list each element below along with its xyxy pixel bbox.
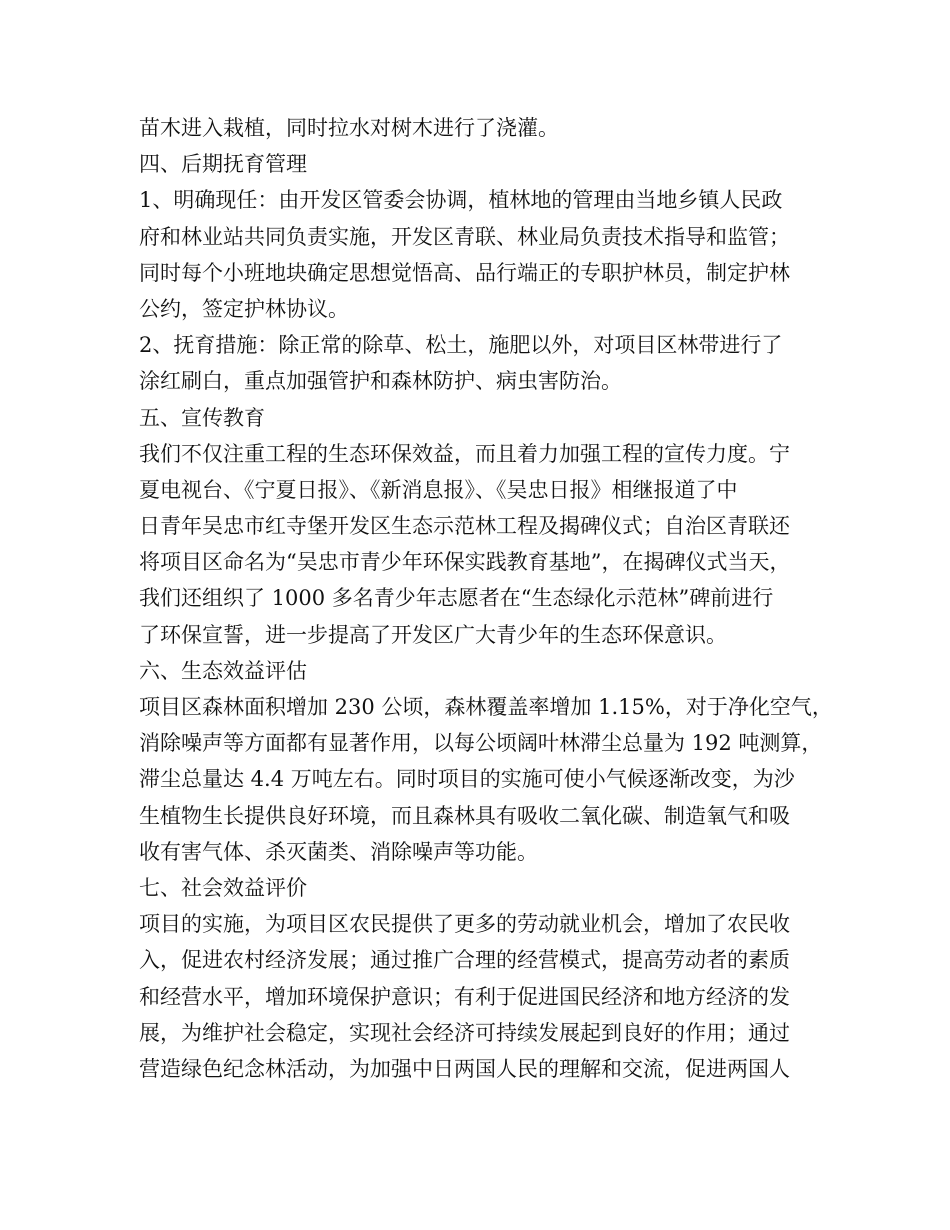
text-line: 我们还组织了 1000 多名青少年志愿者在“生态绿化示范林”碑前进行 bbox=[139, 586, 774, 611]
text-line: 项目的实施，为项目区农民提供了更多的劳动就业机会，增加了农民收 bbox=[139, 912, 790, 937]
text-line: 府和林业站共同负责实施，开发区青联、林业局负责技术指导和监管； bbox=[139, 224, 790, 249]
document-body bbox=[139, 110, 833, 1087]
text-line: 入，促进农村经济发展；通过推广合理的经营模式，提高劳动者的素质 bbox=[139, 948, 790, 973]
section-heading: 四、后期抚育管理 bbox=[139, 152, 307, 177]
text-line: 我们不仅注重工程的生态环保效益，而且着力加强工程的宣传力度。宁 bbox=[139, 441, 790, 466]
text-line: 苗木进入栽植，同时拉水对树木进行了浇灌。 bbox=[139, 116, 559, 140]
section-heading: 五、宣传教育 bbox=[139, 405, 265, 430]
text-line: 展，为维护社会稳定，实现社会经济可持续发展起到良好的作用；通过 bbox=[139, 1020, 790, 1045]
text-line: 2、抚育措施：除正常的除草、松土，施肥以外，对项目区林带进行了 bbox=[139, 333, 783, 358]
text-line: 项目区森林面积增加 230 公顷，森林覆盖率增加 1.15%，对于净化空气， bbox=[139, 695, 833, 719]
text-line: 夏电视台、《宁夏日报》、《新消息报》、《吴忠日报》相继报道了中 bbox=[139, 477, 738, 502]
text-line: 营造绿色纪念林活动，为加强中日两国人民的理解和交流，促进两国人 bbox=[139, 1056, 790, 1081]
text-line: 1、明确现任：由开发区管委会协调，植林地的管理由当地乡镇人民政 bbox=[139, 188, 783, 213]
text-line: 将项目区命名为“吴忠市青少年环保实践教育基地”，在揭碑仪式当天， bbox=[139, 550, 791, 575]
text-line: 滞尘总量达 4.4 万吨左右。同时项目的实施可使小气候逐渐改变，为沙 bbox=[139, 767, 795, 792]
text-line: 公约，签定护林协议。 bbox=[139, 296, 349, 321]
section-heading: 六、生态效益评估 bbox=[139, 658, 307, 683]
section-heading: 七、社会效益评价 bbox=[139, 875, 307, 900]
text-line: 和经营水平，增加环境保护意识；有利于促进国民经济和地方经济的发 bbox=[139, 984, 790, 1009]
text-line: 日青年吴忠市红寺堡开发区生态示范林工程及揭碑仪式；自治区青联还 bbox=[139, 514, 790, 539]
text-line: 收有害气体、杀灭菌类、消除噪声等功能。 bbox=[139, 839, 538, 864]
text-line: 了环保宣誓，进一步提高了开发区广大青少年的生态环保意识。 bbox=[139, 622, 727, 647]
text-line: 涂红刷白，重点加强管护和森林防护、病虫害防治。 bbox=[139, 369, 622, 394]
text-line: 同时每个小班地块确定思想觉悟高、品行端正的专职护林员，制定护林 bbox=[139, 260, 790, 285]
text-line: 消除噪声等方面都有显著作用，以每公顷阔叶林滞尘总量为 192 吨测算， bbox=[139, 731, 823, 756]
text-line: 生植物生长提供良好环境，而且森林具有吸收二氧化碳、制造氧气和吸 bbox=[139, 803, 790, 828]
